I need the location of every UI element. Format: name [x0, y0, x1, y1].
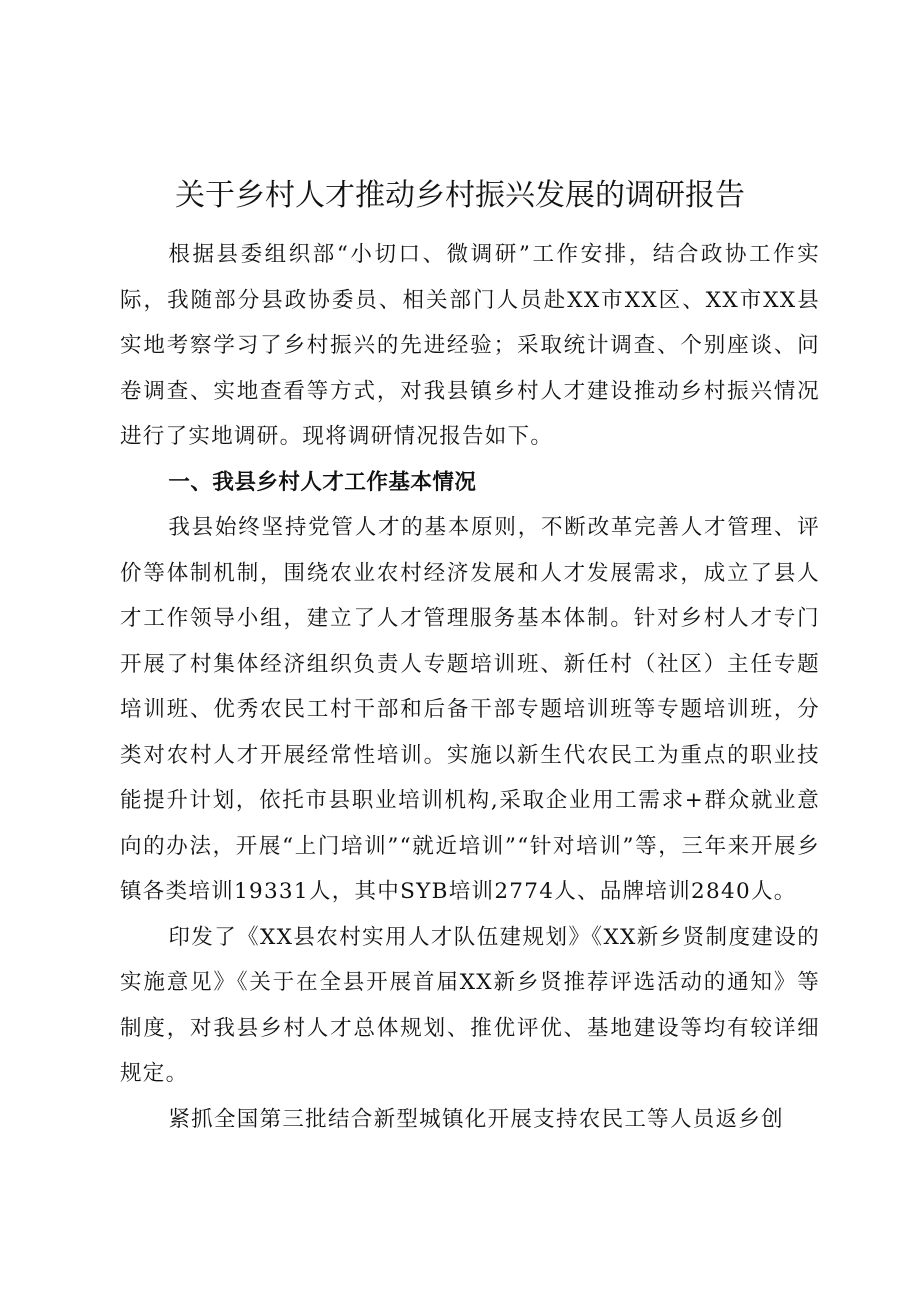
document-body [120, 232, 820, 1142]
document-title: 关于乡村人才推动乡村振兴发展的调研报告 [175, 178, 745, 213]
body-paragraph-1: 我县始终坚持党管人才的基本原则，不断改革完善人才管理、评价等体制机制，围绕农业农村经济发展和人才发展需求，成立了县人才工作领导小组，建立了人才管理服务基本体制。针对乡村人才专门开展了村集体经济组织负责人专题培训班、新任村（社区）主任专题培训班、优秀农民工村干部和后备干部专题培训班等专题培训班，分类对农村人才开展经常性培训。实施以新生代农民工为重点的职业技能提升计划，依托市县职业培训机构,采取企业用工需求+群众就业意向的办法，开展“上门培训”“就近培训”“针对培训”等，三年来开展乡镇各类培训19331人，其中SYB培训2774人、品牌培训2840人。 [120, 515, 820, 904]
body-paragraph-3: 紧抓全国第三批结合新型城镇化开展支持农民工等人员返乡创 [168, 1106, 784, 1132]
section-heading: 一、我县乡村人才工作基本情况 [168, 469, 477, 495]
intro-paragraph: 根据县委组织部“小切口、微调研”工作安排，结合政协工作实际，我随部分县政协委员、相关部门人员赴XX市XX区、XX市XX县实地考察学习了乡村振兴的先进经验；采取统计调查、个别座谈、问卷调查、实地查看等方式，对我县镇乡村人才建设推动乡村振兴情况进行了实地调研。现将调研情况报告如下。 [120, 242, 820, 449]
body-paragraph-2: 印发了《XX县农村实用人才队伍建规划》《XX新乡贤制度建设的实施意见》《关于在全县开展首届XX新乡贤推荐评选活动的通知》等制度，对我县乡村人才总体规划、推优评优、基地建设等均有较详细规定。 [120, 924, 820, 1086]
